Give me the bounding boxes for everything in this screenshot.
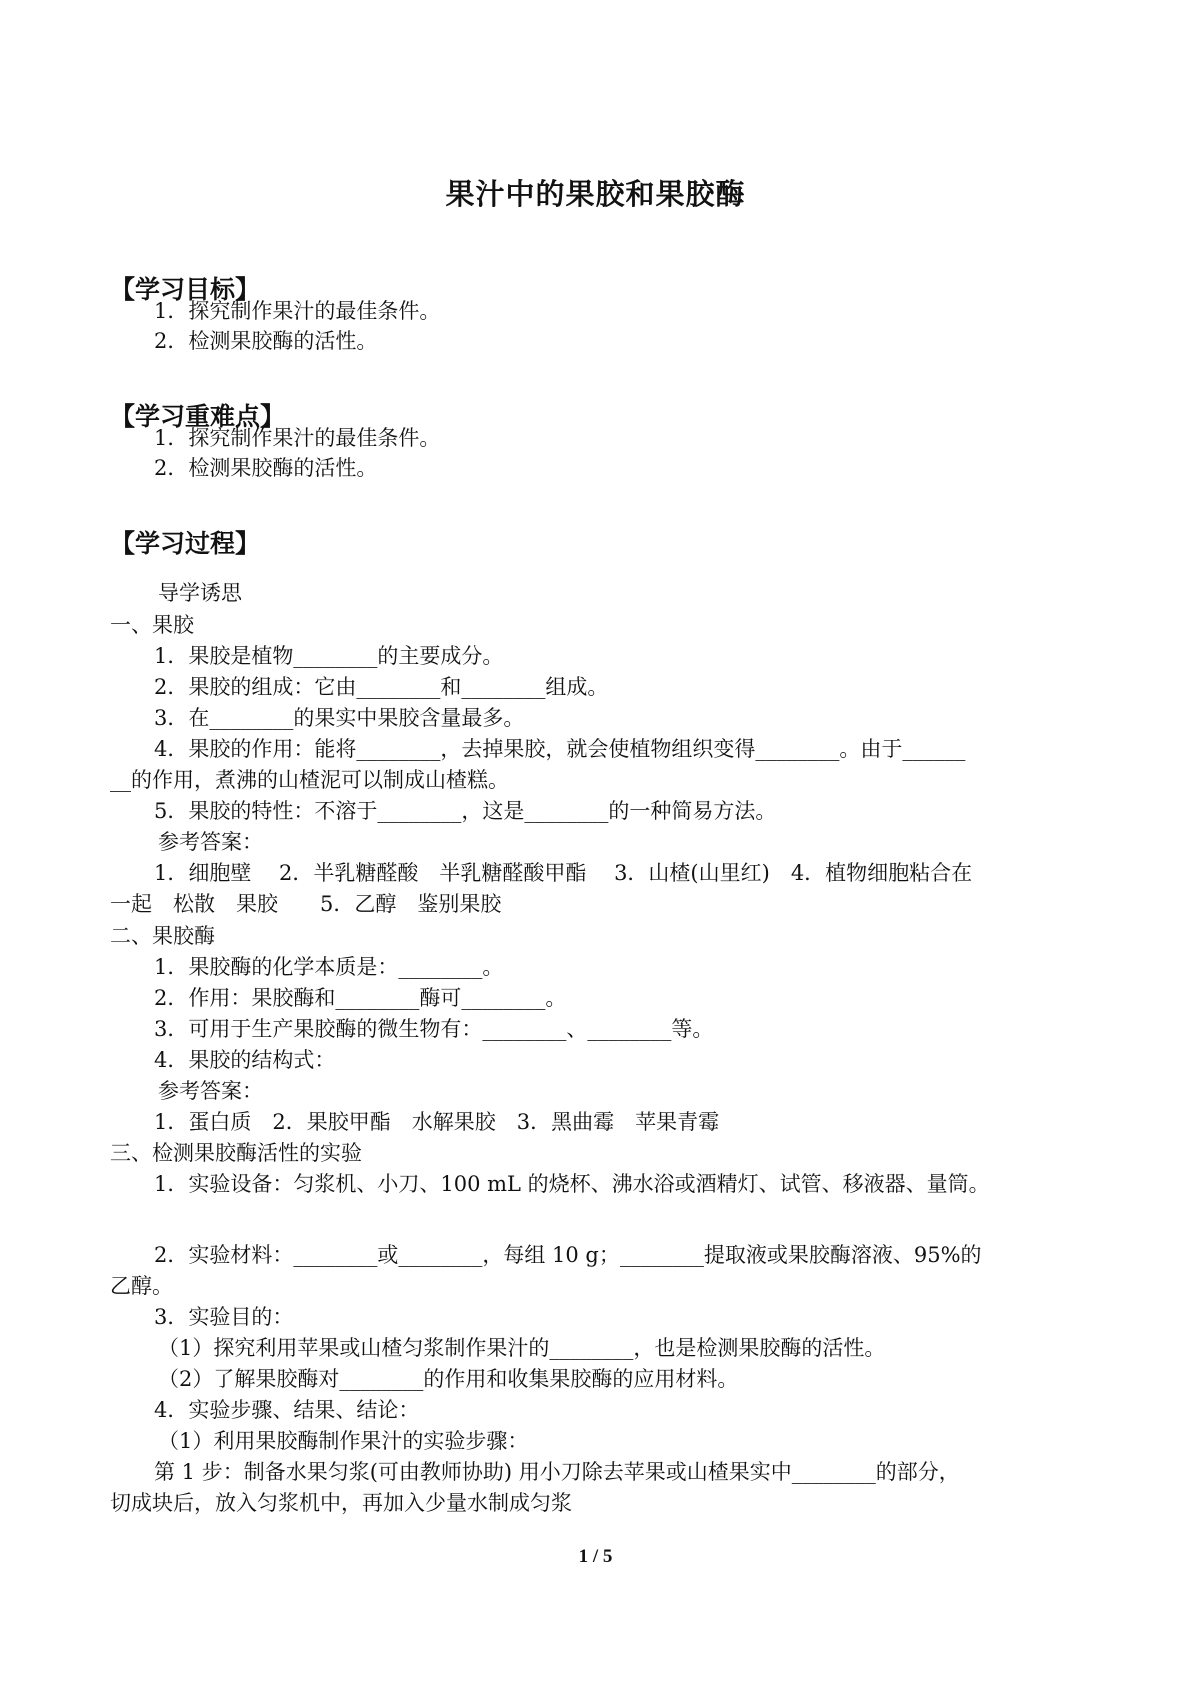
answer-label: 参考答案： [158, 830, 263, 854]
body-line: 2．实验材料：________或________，每组 10 g；________提取液或果胶酶溶液、95%的 [154, 1243, 982, 1267]
body-line: 第 1 步：制备水果匀浆(可由教师协助) 用小刀除去苹果或山楂果实中________的部分， [154, 1460, 960, 1484]
body-line: 1．果胶是植物________的主要成分。 [154, 644, 504, 668]
body-line: 乙醇。 [110, 1274, 173, 1298]
body-line: 5．果胶的特性：不溶于________，这是________的一种简易方法。 [154, 799, 777, 823]
document-title: 果汁中的果胶和果胶酶 [445, 177, 746, 211]
page-number: 1 / 5 [578, 1546, 613, 1567]
answer-line: 一起 松散 果胶 5．乙醇 鉴别果胶 [110, 892, 502, 916]
body-line: __的作用，煮沸的山楂泥可以制成山楂糕。 [110, 768, 509, 792]
body-line: （1）探究利用苹果或山楂匀浆制作果汁的________，也是检测果胶酶的活性。 [158, 1336, 886, 1360]
answer-line: 1．细胞壁 2．半乳糖醛酸 半乳糖醛酸甲酯 3．山楂(山里红) 4．植物细胞粘合在 [154, 861, 973, 885]
section-heading: 二、果胶酶 [110, 924, 215, 948]
body-line: 2．果胶的组成：它由________和________组成。 [154, 675, 609, 699]
key-point-line: 2．检测果胶酶的活性。 [154, 456, 378, 480]
heading-learning-goals: 【学习目标】 [110, 275, 261, 304]
heading-key-points: 【学习重难点】 [110, 402, 286, 431]
body-line: 3．实验目的： [154, 1305, 294, 1329]
subheading: 导学诱思 [158, 581, 242, 605]
body-line: 1．果胶酶的化学本质是：________。 [154, 955, 504, 979]
goal-line: 2．检测果胶酶的活性。 [154, 329, 378, 353]
body-line: 4．果胶的作用：能将________，去掉果胶，就会使植物组织变得________。由于______ [154, 737, 966, 761]
body-line: 4．实验步骤、结果、结论： [154, 1398, 420, 1422]
body-line: （1）利用果胶酶制作果汁的实验步骤： [158, 1429, 529, 1453]
body-line: 2．作用：果胶酶和________酶可________。 [154, 986, 567, 1010]
answer-label: 参考答案： [158, 1079, 263, 1103]
key-point-line: 1．探究制作果汁的最佳条件。 [154, 426, 441, 450]
section-heading: 三、检测果胶酶活性的实验 [110, 1141, 362, 1165]
body-line: 3．在________的果实中果胶含量最多。 [154, 706, 525, 730]
body-line: 1．实验设备：匀浆机、小刀、100 mL 的烧杯、沸水浴或酒精灯、试管、移液器、量筒。 [154, 1172, 990, 1196]
answer-line: 1．蛋白质 2．果胶甲酯 水解果胶 3．黑曲霉 苹果青霉 [154, 1110, 720, 1134]
body-line: 3．可用于生产果胶酶的微生物有：________、________等。 [154, 1017, 714, 1041]
section-heading: 一、果胶 [110, 613, 194, 637]
body-line: 4．果胶的结构式： [154, 1048, 336, 1072]
goal-line: 1．探究制作果汁的最佳条件。 [154, 299, 441, 323]
heading-learning-process: 【学习过程】 [110, 529, 261, 558]
body-line: （2）了解果胶酶对________的作用和收集果胶酶的应用材料。 [158, 1367, 739, 1391]
body-line: 切成块后，放入匀浆机中，再加入少量水制成匀浆 [110, 1491, 572, 1515]
